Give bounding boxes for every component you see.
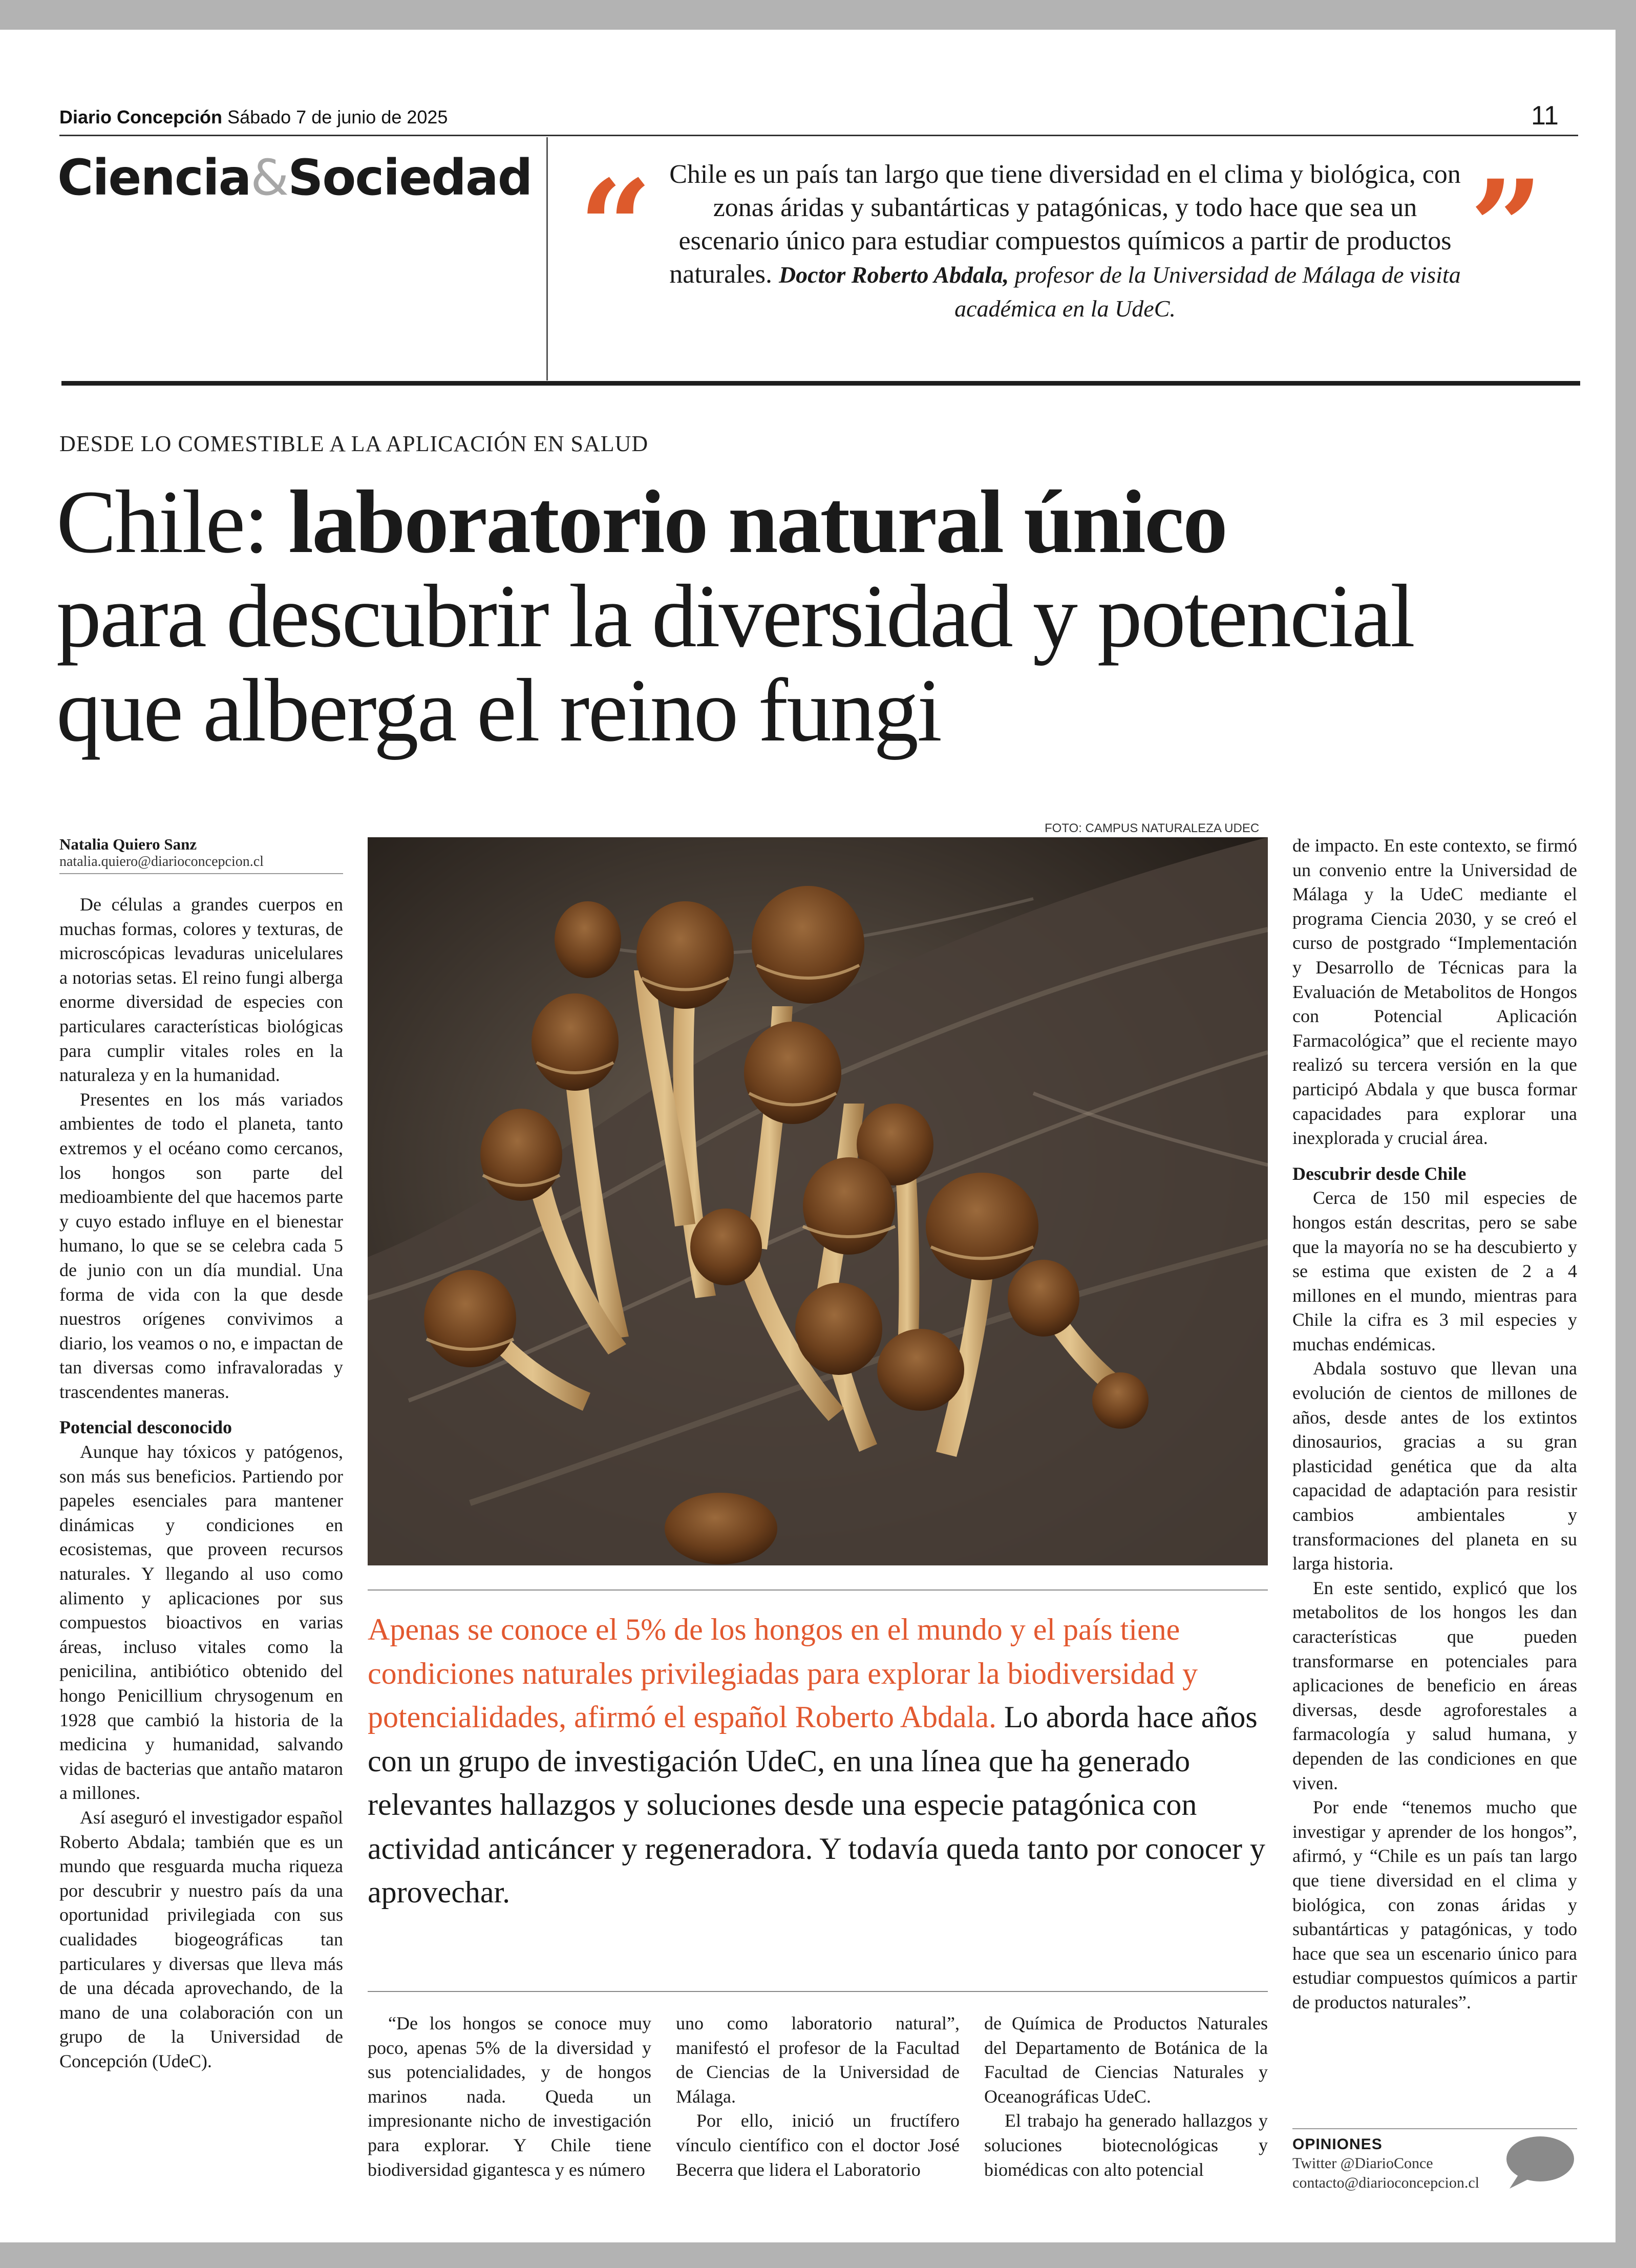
paragraph: En este sentido, explicó que los metabolitos de los hongos les dan características que pueden transformarse en potenciales para aplicaciones de beneficio en áreas diversas, desde agroforestales a farmacología y salud humana, y dependen de las condiciones en que viven. <box>1292 1577 1577 1793</box>
section-title-part2: Sociedad <box>288 149 532 206</box>
newspaper-name: Diario Concepción <box>59 107 223 128</box>
lead-top-rule <box>368 1589 1268 1591</box>
newspaper-page <box>0 30 1616 2242</box>
lead-bottom-rule <box>368 1991 1268 1992</box>
right-column <box>1292 834 1577 2015</box>
header-rule <box>59 135 1578 136</box>
subhead-descubrir: Descubrir desde Chile <box>1292 1163 1467 1184</box>
subhead-potencial: Potencial desconocido <box>59 1417 232 1438</box>
bottom-column-2 <box>676 2011 960 2182</box>
paragraph: “De los hongos se conoce muy poco, apenas 5% de la diversidad y sus potencialidades, y de hongos marinos nada. Queda un impresionante nicho de investigación para explorar. Y Chile tiene biodiversidad gigantesca y es número <box>368 2013 651 2180</box>
issue-date: Sábado 7 de junio de 2025 <box>227 107 448 128</box>
lead-text: Lo aborda hace años con un grupo de investigación UdeC, en una línea que ha generado relevantes hallazgos y soluciones desde una especie patagónica con actividad anticáncer y regeneradora. Y todavía queda tanto por conocer y aprovechar. <box>368 1700 1266 1909</box>
byline-name: Natalia Quiero Sanz <box>59 835 197 853</box>
lead-highlight: Apenas se conoce el 5% de los hongos en el mundo y el país tiene condiciones naturales privilegiadas para explorar la biodiversidad y potencialidades, afirmó el español Roberto Abdala. <box>368 1613 1198 1734</box>
paragraph: Aunque hay tóxicos y patógenos, son más sus beneficios. Partiendo por papeles esenciales para mantener dinámicas y condiciones en ecosistemas, que proveen recursos naturales. Y llegando al uso como alimento y aplicaciones por sus compuestos bioactivos en varias áreas, incluso vitales como la penicilina, antibiótico obtenido del hongo Penicillium chrysogenum en 1928 que cambió la historia de la medicina y humanidad, salvando vidas de bacterias que antaño mataron a millones. <box>59 1442 343 1804</box>
headline <box>56 472 1552 760</box>
section-title <box>57 149 532 206</box>
header-divider <box>546 137 548 380</box>
quote-open-icon: “ <box>579 152 652 302</box>
bottom-column-3 <box>984 2011 1268 2182</box>
header-quote-attribution <box>779 262 1461 322</box>
page-number: 11 <box>1531 101 1559 131</box>
paragraph: Por ende “tenemos mucho que investigar y aprender de los hongos”, afirmó, y “Chile es un país tan largo que tiene diversidad en el clima y biológica, con zonas áridas y subantárticas y patagónicas, y todo hace que sea un escenario único para estudiar compuestos químicos a partir de productos naturales”. <box>1292 1797 1577 2012</box>
mushroom-photo <box>368 837 1268 1565</box>
left-column <box>59 893 343 2074</box>
quote-author: Doctor Roberto Abdala, <box>778 262 1009 288</box>
mushroom-illustration <box>368 837 1268 1565</box>
quote-author-role: profesor de la Universidad de Málaga de visita académica en la UdeC. <box>954 262 1461 322</box>
kicker: DESDE LO COMESTIBLE A LA APLICACIÓN EN SALUD <box>59 431 649 456</box>
header-quote <box>666 158 1464 325</box>
paragraph: Así aseguró el investigador español Roberto Abdala; también que es un mundo que resguarda mucha riqueza por descubrir y nuestro país da una oportunidad privilegiada con sus cualidades biogeográficas tan particulares y diversas que lleva más de una década aprovechando, de la mano de una colaboración con un grupo de la Universidad de Concepción (UdeC). <box>59 1807 343 2071</box>
paragraph: Cerca de 150 mil especies de hongos están descritas, pero se sabe que la mayoría no se ha descubierto y se estima que existen de 2 a 4 millones en el mundo, mientras para Chile la cifra es 3 mil especies y muchas endémicas. <box>1292 1188 1577 1354</box>
quote-close-icon: ” <box>1470 152 1543 302</box>
paragraph: De células a grandes cuerpos en muchas formas, colores y texturas, de microscópicas levaduras unicelulares a notorias setas. El reino fungi alberga enorme diversidad de especies con particulares características biológicas para cumplir vitales roles en la naturaleza y en la humanidad. <box>59 894 343 1086</box>
bottom-column-1 <box>368 2011 651 2182</box>
opinions-email[interactable]: contacto@diarioconcepcion.cl <box>1292 2174 1479 2191</box>
paragraph: El trabajo ha generado hallazgos y soluciones biotecnológicas y biomédicas con alto potencial <box>984 2110 1268 2180</box>
paragraph: uno como laboratorio natural”, manifestó el profesor de la Facultad de Ciencias de la Universidad de Málaga. <box>676 2013 960 2107</box>
paragraph: Presentes en los más variados ambientes de todo el planeta, tanto extremos y el océano como cercanos, los hongos son parte del medioambiente del que hacemos parte y cuyo estado influye en el bienestar humano, lo que se se celebra cada 5 de junio con un día mundial. Una forma de vida con la que desde nuestros orígenes convivimos a diario, los veamos o no, e impactan de tan diversas como infravaloradas y trascendentes maneras. <box>59 1089 343 1402</box>
paragraph: Por ello, inició un fructífero vínculo científico con el doctor José Becerra que lidera el Laboratorio <box>676 2110 960 2180</box>
opinions-label: OPINIONES <box>1292 2136 1383 2153</box>
byline-email[interactable]: natalia.quiero@diarioconcepcion.cl <box>59 854 264 870</box>
opinions-rule <box>1292 2128 1577 2129</box>
paragraph: de impacto. En este contexto, se firmó un convenio entre la Universidad de Málaga y la UdeC mediante el programa Ciencia 2030, y se creó el curso de postgrado “Implementación y Desarrollo de Técnicas para la Evaluación de Metabolitos de Hongos con Potencial Aplicación Farmacológica” que el reciente mayo realizó su tercera versión en la que participó Abdala y que busca formar capacidades para explorar una inexplorada y crucial área. <box>1292 835 1577 1149</box>
speech-bubble-icon <box>1503 2134 1575 2191</box>
headline-part2: para descubrir la diversidad y potencial que alberga el reino fungi <box>56 566 1414 760</box>
headline-bold: laboratorio natural único <box>288 472 1226 572</box>
paragraph: Abdala sostuvo que llevan una evolución de cientos de millones de años, desde antes de los extintos dinosaurios, gracias a su gran plasticidad genética que da alta capacidad de adaptación para resistir cambios ambientales y transformaciones del planeta en su larga historia. <box>1292 1358 1577 1574</box>
header-rule-thick <box>61 381 1580 386</box>
photo-credit: FOTO: CAMPUS NATURALEZA UDEC <box>1045 821 1260 835</box>
byline-rule <box>59 873 343 874</box>
paragraph: de Química de Productos Naturales del Departamento de Botánica de la Facultad de Ciencias Naturales y Oceanográficas UdeC. <box>984 2013 1268 2107</box>
section-title-part1: Ciencia <box>57 149 251 206</box>
lead-paragraph <box>368 1608 1269 1915</box>
headline-part1: Chile: <box>56 472 289 572</box>
opinions-twitter[interactable]: Twitter @DiarioConce <box>1292 2155 1433 2172</box>
folio <box>59 107 448 128</box>
section-title-amp: & <box>250 149 288 206</box>
header-quote-text: Chile es un país tan largo que tiene diversidad en el clima y biológica, con zonas áridas y subantárticas y patagónicas, y todo hace que sea un escenario único para estudiar compuestos químicos a partir de productos naturales. <box>669 160 1461 289</box>
